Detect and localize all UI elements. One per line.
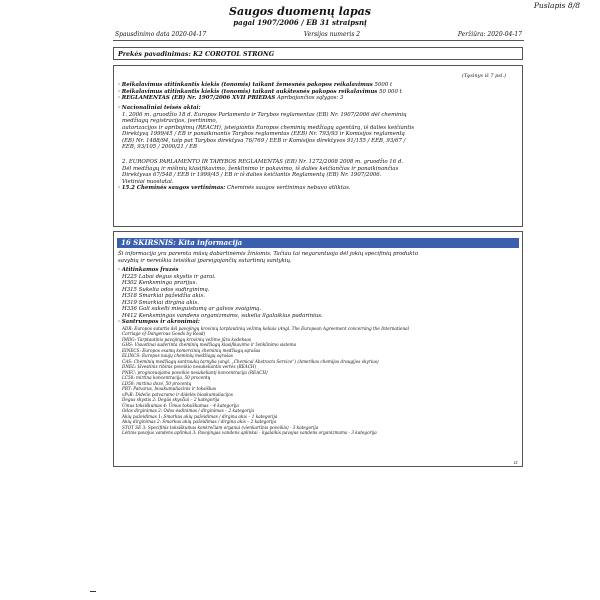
- version-number: Versijos numeris 2: [303, 31, 361, 38]
- reg2-line-4: Vietiniai nuostatai.: [122, 178, 174, 185]
- abbreviation-line: CAS: Cheminių medžiagų santraukų tarnyba (angl. „Chemical Abstracts Service“) (Amerikos chemijos draugijos skyrius): [122, 358, 379, 364]
- section-15-frame: [113, 65, 523, 227]
- quantity-upper-label: · Reikalavimus atitinkantis kiekis (tonomis) taikant aukštesnės pakopos reikalavimus: [118, 88, 378, 95]
- abbreviation-line: ELINCS: Europos naujų cheminių medžiagų sąrašas: [122, 353, 233, 358]
- abbreviation-line: Ūmus toksiškumas 4: Ūmus toksiškumas – 4 kategorija: [122, 402, 239, 408]
- abbreviation-line: Odos dirginimas 2: Odos ėsdinimas / dirginimas – 2 kategorija: [122, 408, 255, 413]
- reg1-line-1: 1. 2006 m. gruodžio 18 d. Europos Parlamento ir Tarybos reglamentas (EB) Nr. 1907/2006 dėl cheminių: [122, 111, 407, 118]
- reg1-line-5: (EB) Nr. 1488/94, taip pat Tarybos direktyva 76/769 / EEB ir Komisijos direktyvos 91/155 / EEB, 93/67 /: [122, 137, 406, 144]
- document-title: Saugos duomenų lapas: [229, 5, 371, 18]
- quantity-lower-value: 5000 t: [372, 82, 393, 88]
- abbreviation-line: IMDG: Tarptautinis pavojingų krovinių vežimo jūra kodeksas: [122, 336, 251, 342]
- document-subtitle: pagal 1907/2006 / EB 31 straipsnį: [233, 18, 367, 27]
- reg2-line-3: Direktyvas 67/548 / EEB ir 1999/45 / EB ir iš dalies keičiantis Reglamentą (EB) Nr. 1907/2006.: [122, 172, 382, 178]
- abbreviation-line: Carriage of Dangerous Goods by Road): [122, 331, 206, 336]
- phrase-h319: H319 Smarkiai dirgina akis.: [122, 299, 199, 306]
- reg2-line-1: 2. EUROPOS PARLAMENTO IR TARYBOS REGLAMENTAS (EB) Nr. 1272/2008 2008 m. gruodžio 16 d.: [122, 159, 404, 165]
- intro-line-2: savybių ir nereiškia teisiškai įpareigojančių sutartinių santykių.: [118, 257, 292, 264]
- annex-xvii-value: Apribojančios sąlygos: 3: [275, 95, 344, 101]
- abbreviation-line: PBT: Patvarus, bioakumuliacinis ir toksiškas: [122, 386, 217, 391]
- meta-row: [115, 31, 522, 38]
- page-number: Puslapis 8/8: [533, 1, 580, 10]
- abbreviations-label: · Santrumpos ir akronimai:: [118, 319, 200, 325]
- phrase-h225: H225 Labai degus skystis ir garai.: [122, 273, 216, 280]
- reg2-line-2: Dėl medžiagų ir mišinių klasifikavimo, ženklinimo ir pakavimo, iš dalies keičiančias ir panaikinančias: [122, 165, 399, 172]
- continued-note: (Tęsinys iš 7 psl.): [461, 73, 506, 79]
- annex-xvii-label: · REGLAMENTAS (EB) Nr. 1907/2006 XVII PRIEDAS: [118, 95, 276, 101]
- abbreviation-line: GHS: Visuotinai suderinta cheminių medžiagų klasifikavimo ir ženklinimo sistema: [122, 342, 297, 347]
- quantity-upper-line: [118, 89, 402, 95]
- abbreviation-line: PNEC: prognozuojama poveikio nesukeliantį koncentracija (REACH): [122, 369, 268, 375]
- phrase-h336: H336 Gali sukelti mieguistumą ar galvos svaigimą.: [122, 306, 262, 312]
- abbreviation-line: vPvB: Didelio patvarumo ir didelės bioakumuliacijos: [122, 391, 233, 397]
- abbreviation-line: DNEL: Išvestinis ribinis poveikio nesukeliantis vertės (REACH): [122, 364, 257, 369]
- abbreviation-line: LD50: mirtina dozė, 50 procentų: [122, 380, 192, 386]
- reg1-line-6: EEB, 93/105 / 2000/21 / EB: [122, 144, 198, 150]
- intro-line-1: Ši informacija yra paremta mūsų dabartinėmis žiniomis. Tačiau tai negarantuoja dėl jokių specifinių produkto: [118, 251, 418, 257]
- meta-divider: [113, 40, 524, 41]
- abbreviation-line: Akių dirginimas 2: Smarkus akių pažeidimas / dirgina akis – 2 kategorija: [122, 419, 277, 424]
- quantity-upper-value: 50 000 t: [377, 88, 402, 95]
- chemical-safety-line: [118, 185, 351, 191]
- national-regulations-label: · Nacionaliniai teisės aktai:: [118, 105, 201, 111]
- phrase-h315: H315 Sukelia odos sudirginimą.: [122, 286, 210, 293]
- chemical-safety-value: Cheminės saugos vertinimas nebuvo atliktas.: [225, 185, 351, 191]
- section-16-heading: 16 SKIRSNIS: Kita informacija: [117, 238, 519, 248]
- quantity-lower-line: [118, 82, 392, 88]
- chemical-safety-label: · 15.2 Cheminės saugos vertinimas:: [118, 185, 226, 191]
- section-16-frame: [113, 231, 523, 467]
- reg1-line-3: autorizacijos ir apribojimų (REACH), įsteigiantis Europos cheminių medžiagų agentūrą, iš dalies keičiantis: [122, 124, 415, 131]
- abbreviation-line: Akių pažeidimas 1: Smarkus akių pažeidimas / dirgina akis – 1 kategorija: [122, 413, 278, 419]
- phrases-label: · Atitinkamos frazės: [118, 267, 179, 273]
- abbreviation-line: Degus skystis 2: Degūs skysčiai – 2 kategorija: [122, 397, 220, 402]
- phrase-h302: H302 Kenksminga prarijus.: [122, 280, 198, 286]
- abbreviation-line: EINECS: Europos esamų komercinių cheminių medžiagų sąrašas: [122, 347, 261, 353]
- abbreviation-line: STOT SE 3: Specifinis toksiškumas konkrečiam organui (vienkartinis poveikis) - 3 kategorija: [122, 424, 319, 430]
- page-dash: [90, 591, 96, 592]
- corner-mark: LT: [513, 461, 518, 465]
- product-name-box: Prekės pavadinimas: K2 COROTOL STRONG: [113, 47, 523, 60]
- reg1-line-2: medžiagų registracijos, įvertinimo,: [122, 118, 218, 124]
- review-date: Peržiūra: 2020-04-17: [457, 31, 522, 38]
- abbreviation-line: LC50: mirtina koncentracija, 50 procentų: [122, 375, 211, 380]
- quantity-lower-label: · Reikalavimus atitinkantis kiekis (tonomis) taikant žemesnės pakopos reikalavimus: [118, 82, 373, 88]
- phrase-h412: H412 Kenksmingas vandens organizmams, sukelia ilgalaikius padarinius.: [122, 312, 323, 319]
- phrase-h318: H318 Smarkiai pažeidžia akis.: [122, 293, 205, 299]
- abbreviation-line: Lėtinis pavojus vandens aplinkai 3: Pavojingas vandens aplinkai - ilgalaikis pavojus vandens organizmams - 3 kategorija: [122, 430, 377, 435]
- reg1-line-4: Direktyvą 1999/45 / EB ir panaikinantis Tarybos reglamentas (EEB) Nr. 793/93 ir Komisijos reglamentą: [122, 131, 405, 137]
- annex-xvii-line: [118, 95, 343, 101]
- print-date: Spausdinimo data 2020-04-17: [115, 31, 207, 38]
- abbreviation-line: ADR: Europos sutartis dėl pavojingų krovinių tarptautinių vežimų keliais (Angl. The European Agreement concerning the International: [122, 325, 409, 331]
